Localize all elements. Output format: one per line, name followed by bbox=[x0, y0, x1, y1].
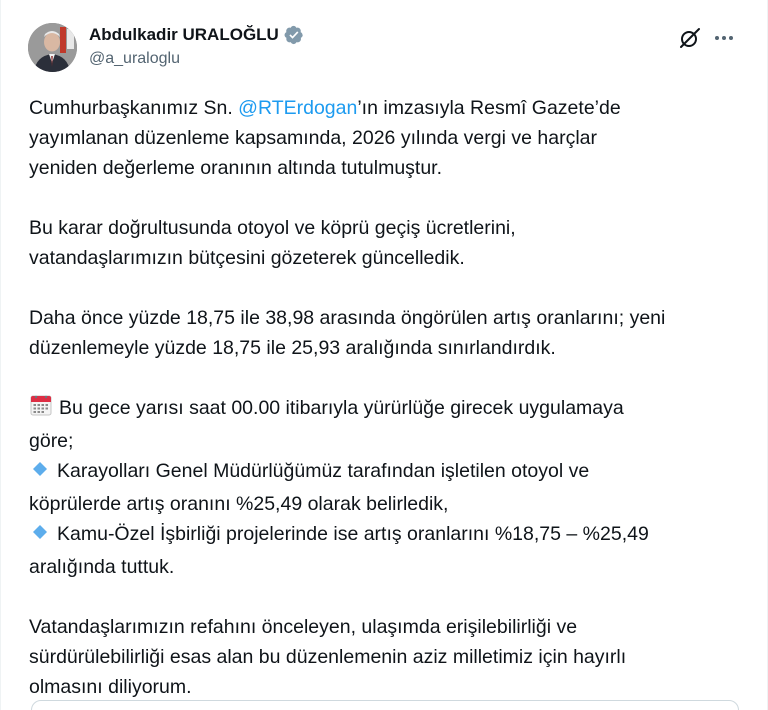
paragraph-closing bbox=[29, 612, 741, 702]
text-line bbox=[29, 93, 741, 123]
text-line: Vatandaşlarımızın refahını önceleyen, ulaşımda erişilebilirliği ve bbox=[29, 616, 578, 638]
text-segment: ’ın imzasıyla Resmî Gazete’de bbox=[357, 97, 621, 119]
author-display-name[interactable]: Abdulkadir URALOĞLU bbox=[89, 25, 279, 44]
author-handle[interactable]: @a_uraloglu bbox=[89, 50, 180, 67]
text-line: aralığında tuttuk. bbox=[29, 556, 175, 578]
verified-badge-icon[interactable] bbox=[284, 25, 304, 45]
paragraph-intro bbox=[29, 93, 741, 183]
text-line: yayımlanan düzenleme kapsamında, 2026 yılında vergi ve harçlar bbox=[29, 127, 597, 149]
blue-diamond-emoji-icon bbox=[29, 521, 51, 552]
text-segment: Karayolları Genel Müdürlüğümüz tarafından işletilen otoyol ve bbox=[57, 460, 590, 482]
text-segment: Kamu-Özel İşbirliği projelerinde ise artış oranlarını %18,75 – %25,49 bbox=[57, 523, 649, 545]
text-segment: Cumhurbaşkanımız Sn. bbox=[29, 97, 239, 119]
calendar-emoji-icon bbox=[29, 393, 53, 426]
text-line: Daha önce yüzde 18,75 ile 38,98 arasında öngörülen artış oranlarını; yeni bbox=[29, 307, 666, 329]
grok-icon[interactable] bbox=[678, 26, 702, 50]
text-line bbox=[29, 456, 741, 489]
text-line bbox=[29, 393, 741, 426]
text-line: göre; bbox=[29, 430, 74, 452]
text-line: olmasını diliyorum. bbox=[29, 676, 192, 698]
paragraph-rates bbox=[29, 303, 741, 363]
text-segment: Bu gece yarısı saat 00.00 itibarıyla yürürlüğe girecek uygulamaya bbox=[59, 397, 624, 419]
author-name-row[interactable] bbox=[89, 24, 304, 46]
mention-link[interactable]: @RTErdogan bbox=[238, 97, 358, 119]
embedded-card-edge[interactable] bbox=[31, 700, 739, 710]
avatar[interactable] bbox=[28, 23, 77, 72]
paragraph-details bbox=[29, 393, 741, 582]
text-line: sürdürülebilirliği esas alan bu düzenlemenin aziz milletimiz için hayırlı bbox=[29, 646, 627, 668]
text-line: köprülerde artış oranını %25,49 olarak belirledik, bbox=[29, 493, 449, 515]
text-line: vatandaşlarımızın bütçesini gözeterek güncelledik. bbox=[29, 247, 465, 269]
tweet-text bbox=[29, 93, 741, 702]
text-line: yeniden değerleme oranının altında tutulmuştur. bbox=[29, 157, 443, 179]
blue-diamond-emoji-icon bbox=[29, 458, 51, 489]
more-horizontal-icon[interactable] bbox=[712, 26, 736, 50]
text-line: düzenlemeyle yüzde 18,75 ile 25,93 aralığında sınırlandırdık. bbox=[29, 337, 556, 359]
text-line: Bu karar doğrultusunda otoyol ve köprü geçiş ücretlerini, bbox=[29, 217, 516, 239]
paragraph-decision bbox=[29, 213, 741, 273]
text-line bbox=[29, 519, 741, 552]
